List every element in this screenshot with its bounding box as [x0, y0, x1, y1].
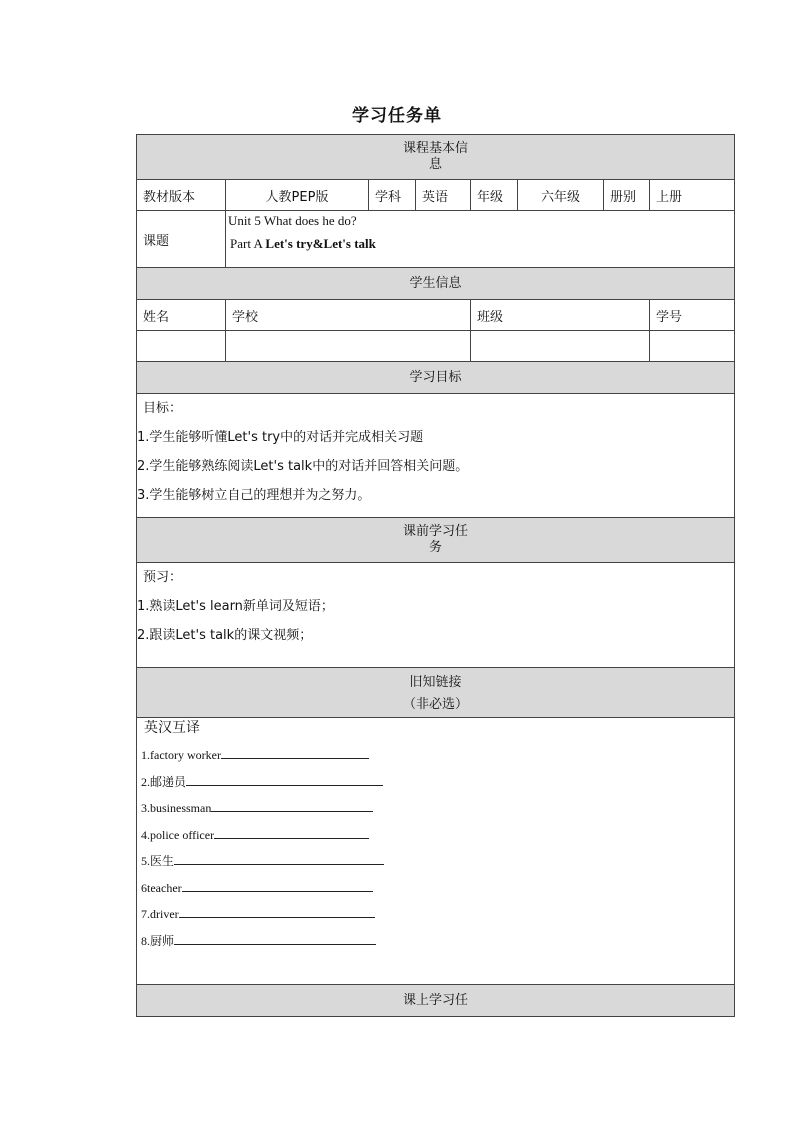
translation-prompt: 3.businessman: [141, 801, 212, 815]
preclass-item: 2.跟读Let's talk的课文视频；: [137, 628, 313, 643]
class-field[interactable]: [471, 331, 650, 362]
translation-item: [137, 875, 734, 902]
grade-value: 六年级: [518, 180, 604, 211]
topic-line-1: Unit 5 What does he do?: [228, 213, 357, 228]
translation-prompt: 8.厨师: [141, 933, 175, 948]
subject-value: 英语: [416, 180, 471, 211]
answer-blank[interactable]: [186, 771, 383, 786]
translation-prompt: 1.factory worker: [141, 748, 221, 762]
student-id-field[interactable]: [650, 331, 735, 362]
textbook-label: 教材版本: [137, 180, 226, 211]
section-course-info-line2: 息: [429, 157, 443, 172]
document-title: 学习任务单: [352, 106, 442, 126]
translation-item: [137, 769, 734, 796]
goal-item: 3.学生能够树立自己的理想并为之努力。: [137, 488, 371, 503]
topic-value: [226, 211, 735, 268]
section-course-info-line1: 课程基本信: [403, 141, 469, 156]
answer-blank[interactable]: [174, 850, 384, 865]
volume-label: 册别: [604, 180, 650, 211]
section-preclass-line2: 务: [429, 540, 443, 555]
answer-blank[interactable]: [179, 903, 375, 918]
translation-prompt: 6teacher: [141, 880, 182, 895]
subject-label: 学科: [369, 180, 416, 211]
topic-line-2-bold: Let's try&Let's talk: [265, 236, 376, 251]
preclass-heading: 预习：: [143, 570, 183, 585]
translation-item: [137, 795, 734, 822]
answer-blank[interactable]: [214, 824, 369, 839]
answer-blank[interactable]: [211, 797, 373, 812]
student-id-label: 学号: [650, 300, 735, 331]
task-sheet-table: [136, 134, 735, 1017]
translation-prompt: 7.driver: [141, 907, 179, 921]
section-goals: 学习目标: [137, 362, 735, 394]
volume-value: 上册: [650, 180, 735, 211]
translation-heading: 英汉互译: [144, 720, 200, 736]
translation-prompt: 5.医生: [141, 854, 175, 868]
translation-prompt: 4.police officer: [141, 827, 215, 842]
grade-label: 年级: [471, 180, 518, 211]
name-label: 姓名: [137, 300, 226, 331]
goals-heading: 目标：: [143, 401, 183, 416]
translation-prompt: 2.邮递员: [141, 774, 187, 789]
topic-line-2-prefix: Part A: [230, 236, 266, 251]
school-label: 学校: [226, 300, 471, 331]
translation-item: [137, 822, 734, 849]
school-field[interactable]: [226, 331, 471, 362]
preclass-content: [137, 563, 735, 668]
translation-item: [137, 848, 734, 875]
section-old-knowledge: [137, 668, 735, 718]
name-field[interactable]: [137, 331, 226, 362]
class-label: 班级: [471, 300, 650, 331]
translation-item: [137, 901, 734, 928]
answer-blank[interactable]: [174, 930, 376, 945]
goal-item: 1.学生能够听懂Let's try中的对话并完成相关习题: [137, 430, 424, 445]
goals-content: [137, 394, 735, 518]
section-student-info: 学生信息: [137, 268, 735, 300]
section-old-knowledge-line2: （非必选）: [403, 696, 469, 712]
translation-item: [137, 928, 734, 955]
goal-item: 2.学生能够熟练阅读Let's talk中的对话并回答相关问题。: [137, 459, 469, 474]
topic-label: 课题: [137, 211, 226, 268]
translation-item: [137, 742, 734, 769]
section-old-knowledge-line1: 旧知链接: [409, 674, 462, 690]
old-knowledge-content: [137, 718, 735, 985]
section-inclass: 课上学习任: [137, 985, 735, 1017]
topic-line-2: [226, 231, 734, 254]
section-preclass: [137, 518, 735, 563]
preclass-item: 1.熟读Let's learn新单词及短语；: [137, 599, 334, 614]
answer-blank[interactable]: [182, 877, 373, 892]
section-course-info: [137, 135, 735, 180]
textbook-value: 人教PEP版: [226, 180, 369, 211]
section-preclass-line1: 课前学习任: [403, 524, 469, 539]
answer-blank[interactable]: [221, 744, 369, 759]
